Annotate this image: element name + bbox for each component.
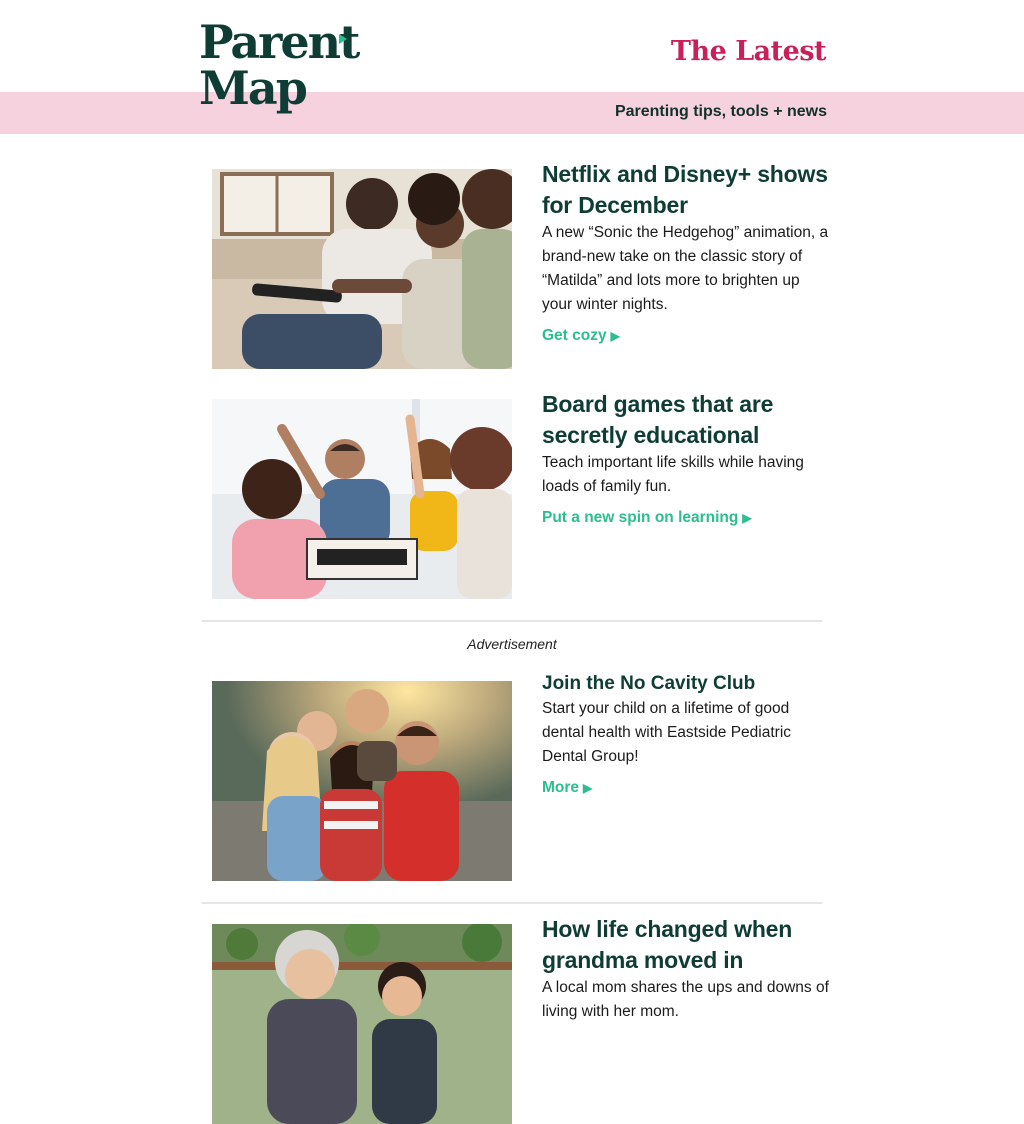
smiling-kids-group-image: [212, 681, 512, 881]
tagline-band: [0, 92, 1024, 134]
advertisement-body: Start your child on a lifetime of good dental health with Eastside Pediatric Dental Group!: [542, 700, 792, 765]
article-card: [212, 916, 829, 1124]
play-arrow-icon: ▶: [583, 781, 593, 795]
article-card: [212, 391, 824, 599]
article-body: Teach important life skills while having loads of family fun.: [542, 454, 804, 495]
section-title: The Latest: [670, 36, 826, 67]
advertisement-text: [542, 671, 832, 797]
article-text: [542, 159, 832, 345]
learning-link[interactable]: [542, 509, 752, 527]
article-title[interactable]: Board games that are secretly educational: [542, 391, 774, 448]
article-title[interactable]: How life changed when grandma moved in: [542, 916, 793, 973]
advertisement-card: [212, 673, 824, 881]
advertisement-title[interactable]: Join the No Cavity Club: [542, 673, 756, 694]
logo-line-1: Parent: [199, 15, 359, 69]
logo-line-2: Map: [199, 61, 306, 115]
article-title[interactable]: Netflix and Disney+ shows for December: [542, 161, 828, 218]
grandma-and-grandson-image: [212, 924, 512, 1124]
family-watching-tv-photo[interactable]: [212, 169, 512, 369]
play-arrow-icon: ▶: [610, 329, 620, 343]
divider: [202, 620, 822, 622]
article-body: A new “Sonic the Hedgehog” animation, a brand-new take on the classic story of “Matilda” and lots more to brighten up your winter nights.: [542, 224, 829, 313]
advertisement-label: Advertisement: [467, 636, 557, 652]
article-text: [542, 914, 832, 1024]
parentmap-logo[interactable]: [199, 16, 359, 120]
cta-label: Put a new spin on learning: [542, 509, 739, 526]
logo-play-icon: [339, 34, 347, 44]
cta-label: More: [542, 779, 580, 796]
play-arrow-icon: ▶: [742, 511, 752, 525]
family-board-game-photo[interactable]: [212, 399, 512, 599]
cta-label: Get cozy: [542, 327, 607, 344]
article-card: [212, 161, 829, 369]
article-body: A local mom shares the ups and downs of living with her mom.: [542, 979, 829, 1020]
tagline: Parenting tips, tools + news: [614, 103, 827, 120]
divider: [202, 902, 822, 904]
family-board-game-image: [212, 399, 512, 599]
article-text: [542, 389, 832, 527]
grandma-and-grandson-photo[interactable]: [212, 924, 512, 1124]
family-watching-tv-image: [212, 169, 512, 369]
get-cozy-link[interactable]: [542, 327, 620, 345]
more-link[interactable]: [542, 779, 592, 797]
smiling-kids-group-photo[interactable]: [212, 681, 512, 881]
